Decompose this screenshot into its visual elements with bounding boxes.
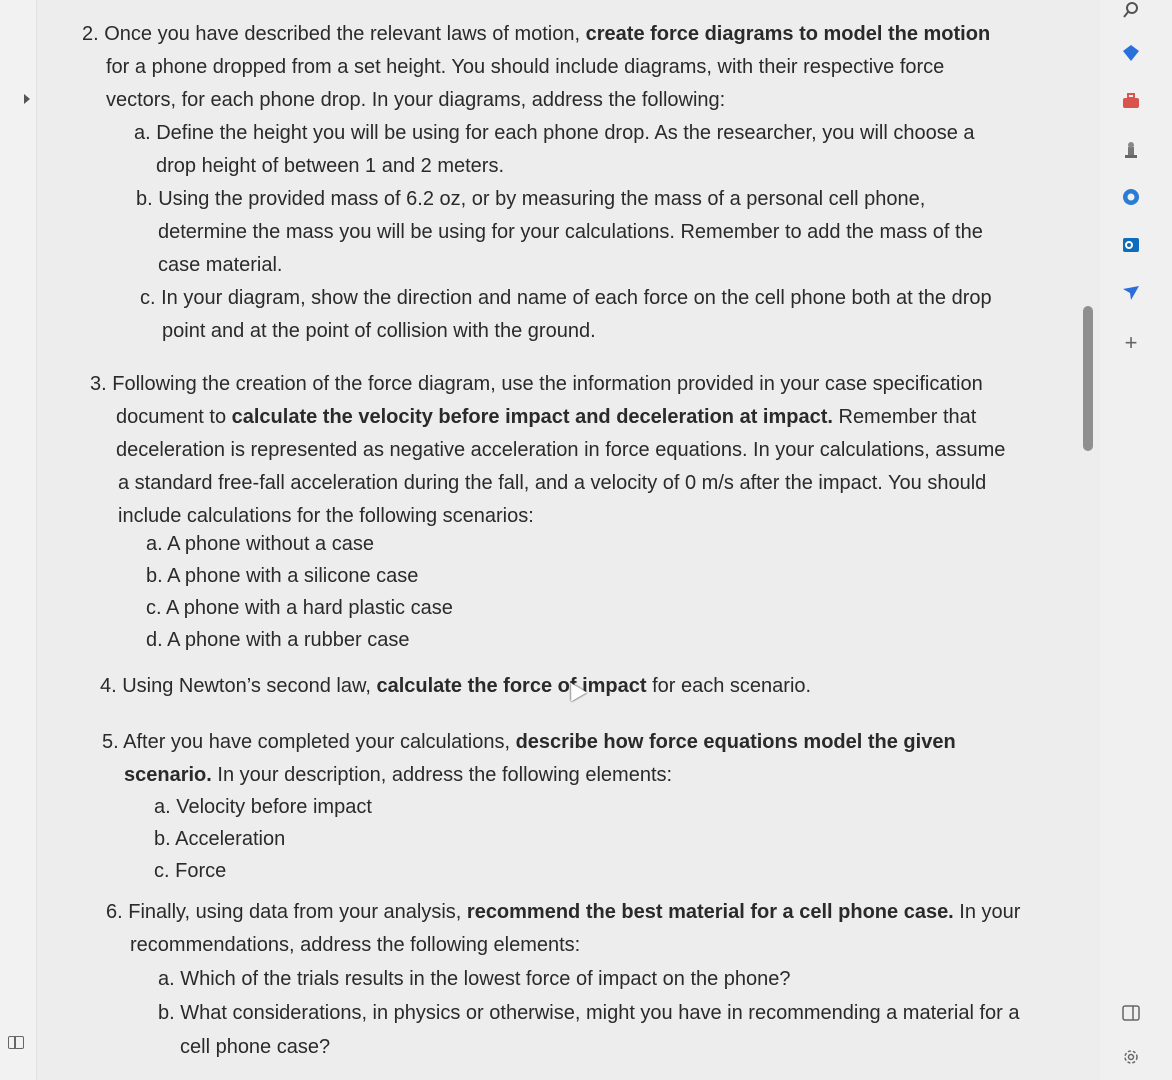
expand-arrow-icon[interactable] <box>24 94 30 104</box>
search-icon[interactable] <box>1120 0 1142 22</box>
copilot-icon[interactable] <box>1120 186 1142 208</box>
question-6: 6. Finally, using data from your analysis, recommend the best material for a cell phone case. In your recommendations, address the following elements: <box>106 901 1021 956</box>
document-content <box>60 10 1060 1080</box>
add-icon[interactable]: + <box>1124 330 1138 355</box>
list-item: a. Velocity before impact <box>154 796 372 818</box>
question-6-elements: a. Which of the trials results in the lowest force of impact on the phone? b. What considerations, in physics or otherwise, might you have in recommending a material for a cell phone case? <box>158 968 1020 1058</box>
list-item: d. A phone with a rubber case <box>146 629 410 651</box>
briefcase-icon[interactable] <box>1120 90 1142 112</box>
panel-icon[interactable] <box>1120 1002 1142 1024</box>
list-item: a. A phone without a case <box>146 533 374 555</box>
question-5: 5. After you have completed your calculations, describe how force equations model the given scenario. In your description, address the following elements: <box>102 731 956 786</box>
vertical-scrollbar[interactable] <box>1083 306 1093 451</box>
list-item: b. A phone with a silicone case <box>146 565 419 587</box>
question-3-scenarios <box>146 528 453 656</box>
panel-toggle-icon[interactable] <box>8 1036 24 1049</box>
question-2a: a. Define the height you will be using for each phone drop. As the researcher, you will choose a drop height of between 1 and 2 meters. <box>134 122 975 177</box>
question-5-elements <box>154 791 372 887</box>
diamond-icon[interactable] <box>1120 42 1142 64</box>
question-2b: b. Using the provided mass of 6.2 oz, or by measuring the mass of a personal cell phone, determine the mass you will be using for your calculations. Remember to add the mass of the case material. <box>136 188 983 276</box>
question-2: 2. Once you have described the relevant laws of motion, create force diagrams to model the motion for a phone dropped from a set height. You should include diagrams, with their respective force vectors, for each phone drop. In your diagrams, address the following: <box>82 23 991 111</box>
edge-sidebar <box>1100 0 1172 1080</box>
left-gutter <box>0 0 37 1080</box>
list-item: c. A phone with a hard plastic case <box>146 597 453 619</box>
question-4: 4. Using Newton’s second law, calculate the force of impact for each scenario. <box>100 675 812 697</box>
list-item: b. Acceleration <box>154 828 286 850</box>
send-icon[interactable] <box>1120 282 1142 304</box>
question-3: 3. Following the creation of the force diagram, use the information provided in your case specification document to calculate the velocity before impact and deceleration at impact. Remember that deceleration is represented as negative acceleration in force equations. In your calculations, assume a standard free-fall acceleration during the fall, and a velocity of 0 m/s after the impact. You should include calculations for the following scenarios: <box>90 373 1006 527</box>
outlook-icon[interactable] <box>1120 234 1142 256</box>
settings-icon[interactable] <box>1120 1046 1142 1068</box>
chess-icon[interactable] <box>1120 140 1142 162</box>
question-2c: c. In your diagram, show the direction and name of each force on the cell phone both at the drop point and at the point of collision with the ground. <box>140 287 992 342</box>
list-item: c. Force <box>154 860 227 882</box>
